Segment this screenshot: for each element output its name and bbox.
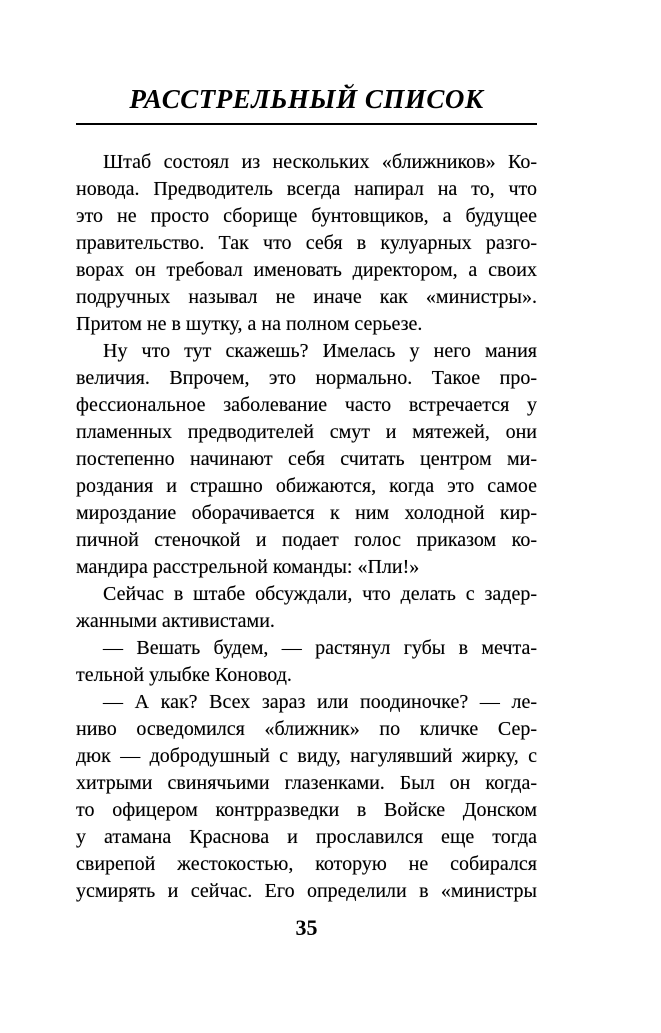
- text-line: Ну что тут скажешь? Имелась у него мания: [103, 340, 537, 362]
- paragraph: [76, 689, 537, 905]
- text-line: — Вешать будем, — растянул губы в мечта-: [103, 637, 537, 659]
- text-line: — А как? Всех зараз или поодиночке? — ле-: [103, 691, 537, 713]
- text-line: дюк — добродушный с виду, нагулявший жирку, с: [76, 745, 537, 767]
- text-line: новода. Предводитель всегда напирал на то, что: [76, 178, 537, 200]
- text-line: подручных называл не иначе как «министры».: [76, 286, 537, 308]
- text-line: величия. Впрочем, это нормально. Такое про-: [76, 367, 537, 389]
- text-line: то офицером контрразведки в Войске Донском: [76, 799, 537, 821]
- text-line: роздания и страшно обижаются, когда это самое: [76, 475, 537, 497]
- paragraph: [76, 149, 537, 338]
- header-rule: [76, 123, 537, 125]
- text-line: Штаб состоял из нескольких «ближников» Ко-: [103, 151, 537, 173]
- text-line: это не просто сборище бунтовщиков, а будущее: [76, 205, 537, 227]
- text-line: ворах он требовал именовать директором, а своих: [76, 259, 537, 281]
- chapter-title: РАССТРЕЛЬНЫЙ СПИСОК: [129, 84, 484, 114]
- text-line: правительство. Так что себя в кулуарных разго-: [76, 232, 537, 254]
- text-line: Сейчас в штабе обсуждали, что делать с задер-: [103, 583, 537, 605]
- page-content: [76, 0, 537, 940]
- text-line: Притом не в шутку, а на полном серьезе.: [76, 313, 423, 335]
- text-line: фессиональное заболевание часто встречается у: [76, 394, 537, 416]
- text-line: постепенно начинают себя считать центром ми-: [76, 448, 537, 470]
- text-line: жанными активистами.: [76, 610, 275, 632]
- text-line: усмирять и сейчас. Его определили в «министры: [76, 880, 537, 902]
- text-line: пламенных предводителей смут и мятежей, они: [76, 421, 537, 443]
- paragraph: [76, 338, 537, 581]
- text-line: пичной стеночкой и подает голос приказом ко-: [76, 529, 537, 551]
- text-line: мандира расстрельной команды: «Пли!»: [76, 556, 420, 578]
- paragraph: [76, 635, 537, 689]
- text-line: ниво осведомился «ближник» по кличке Сер-: [76, 718, 537, 740]
- text-line: мироздание оборачивается к ним холодной кир-: [76, 502, 537, 524]
- text-line: тельной улыбке Коновод.: [76, 664, 292, 686]
- page-body: [76, 149, 537, 905]
- text-line: свирепой жестокостью, которую не собирался: [76, 853, 537, 875]
- text-line: хитрыми свинячьими глазенками. Был он когда-: [76, 772, 537, 794]
- text-line: у атамана Краснова и прославился еще тогда: [76, 826, 537, 848]
- paragraph: [76, 581, 537, 635]
- page-number: 35: [295, 915, 318, 940]
